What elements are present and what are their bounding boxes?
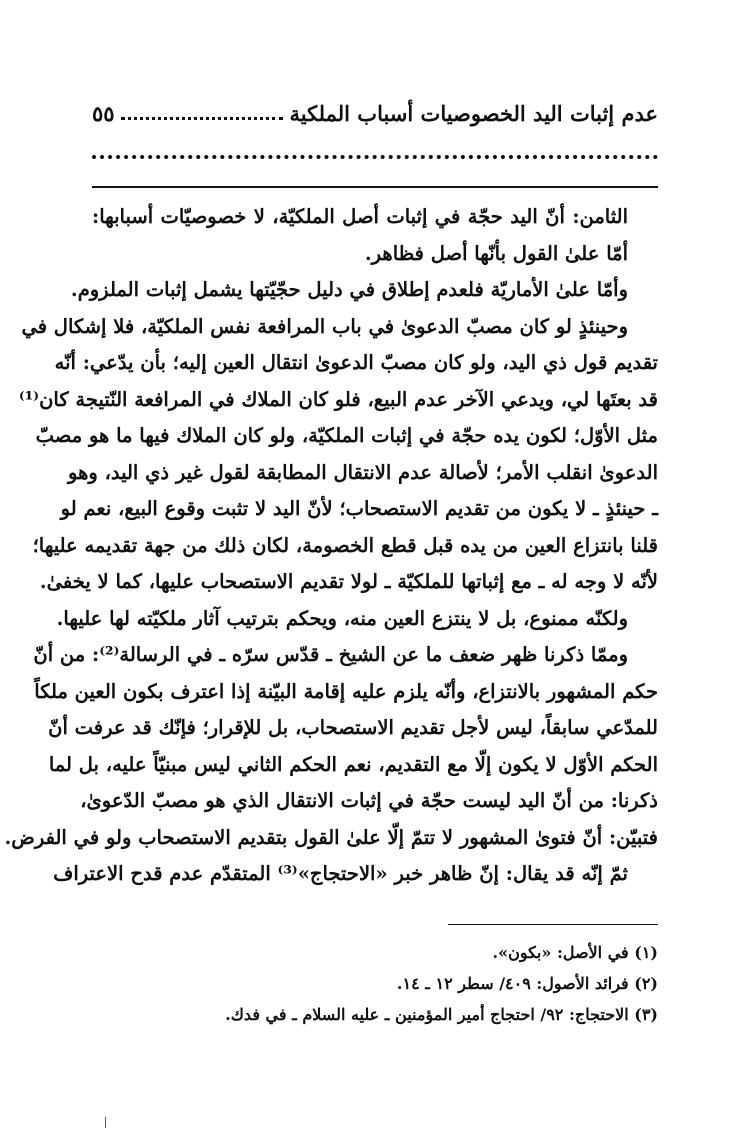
body-line: قد بعتَها لي، ويدعي الآخر عدم البيع، فلو كان الملاك في المرافعة النّتيجة كان⁽¹⁾ — [18, 387, 658, 411]
body-line: مثل الأوّل؛ لكون يده حجّة في إثبات الملكيّة، ولو كان الملاك فيها ما هو مصبّ — [35, 424, 658, 447]
body-line: ولكنّه ممنوع، بل لا ينتزع العين منه، ويحكم بترتيب آثار ملكيّته لها عليها. — [56, 606, 628, 630]
header-rule — [92, 186, 658, 188]
page-number: ٥٥ — [92, 101, 115, 126]
body-line: تقديم قول ذي اليد، ولو كان مصبّ الدعوىٰ انتقال العين إليه؛ بأن يدّعي: أنّه — [54, 351, 658, 374]
body-line: الحكم الأوّل لا يكون إلّا مع التقديم، نعم الحكم الثاني ليس مبنيّاً عليه، بل لما — [48, 752, 658, 776]
body-line: ثمّ إنّه قد يقال: إنّ ظاهر خبر «الاحتجاج»⁽³⁾ المتقدّم عدم قدح الاعتراف — [53, 862, 628, 885]
header-leader-dots — [121, 117, 284, 120]
body-line: حكم المشهور بالانتزاع، وأنّه يلزم عليه إقامة البيّنة إذا اعترف بكون العين ملكاً — [34, 679, 658, 703]
body-line: قلنا بانتزاع العين من يده قبل قطع الخصومة، لكان ذلك من جهة تقديمه عليها؛ — [32, 533, 658, 557]
body-line: ـ حينئذٍ ـ لا يكون من تقديم الاستصحاب؛ لأنّ اليد لا تثبت وقوع البيع، نعم لو — [60, 497, 658, 520]
body-line: وممّا ذكرنا ظهر ضعف ما عن الشيخ ـ قدّس سرّه ـ في الرسالة⁽²⁾: من أنّ — [33, 643, 628, 666]
footnote-item: (٢) فرائد الأصول: ٤٠٩/ سطر ١٢ ـ ١٤. — [396, 974, 658, 993]
body-line: الثامن: أنّ اليد حجّة في إثبات أصل الملكيّة، لا خصوصيّات أسبابها: — [92, 205, 628, 228]
footnotes — [92, 937, 658, 1030]
body-line: الدعوىٰ انقلب الأمر؛ لأصالة عدم الانتقال المطابقة لقول غير ذي اليد، وهو — [68, 460, 658, 484]
footnote-item: (١) في الأصل: «بكون». — [492, 943, 658, 962]
body-line: ذكرنا: من أنّ اليد ليست حجّة في إثبات الانتقال الذي هو مصبّ الدّعوىٰ، — [80, 789, 658, 812]
body-line: للمدّعي سابقاً، ليس لأجل تقديم الاستصحاب، بل للإقرار؛ فإنّك قد عرفت أنّ — [48, 716, 658, 739]
footnote-separator — [448, 924, 658, 925]
footnote-item: (٣) الاحتجاج: ٩٢/ احتجاج أمير المؤمنين ـ عليه السلام ـ في فدك. — [225, 1005, 658, 1024]
scan-edge-mark — [105, 1117, 106, 1128]
body-line: فتبيّن: أنّ فتوىٰ المشهور لا تتمّ إلّا علىٰ القول بتقديم الاستصحاب ولو في الفرض. — [4, 825, 658, 849]
body-line: أمّا علىٰ القول بأنّها أصل فظاهر. — [364, 241, 628, 265]
body-line: وأمّا علىٰ الأماريّة فلعدم إطلاق في دليل حجّيّتها يشمل إثبات الملزوم. — [70, 278, 628, 301]
body-line: لأنّه لا وجه له ـ مع إثباتها للملكيّة ـ لولا تقديم الاستصحاب عليها، كما لا يخفىٰ. — [39, 570, 658, 593]
ornamental-dot-row — [92, 155, 658, 159]
body-text — [4, 199, 658, 893]
running-header — [92, 86, 658, 126]
header-title: عدم إثبات اليد الخصوصيات أسباب الملكية — [289, 101, 658, 126]
body-line: وحينئذٍ لو كان مصبّ الدعوىٰ في باب المرافعة نفس الملكيّة، فلا إشكال في — [21, 314, 628, 338]
